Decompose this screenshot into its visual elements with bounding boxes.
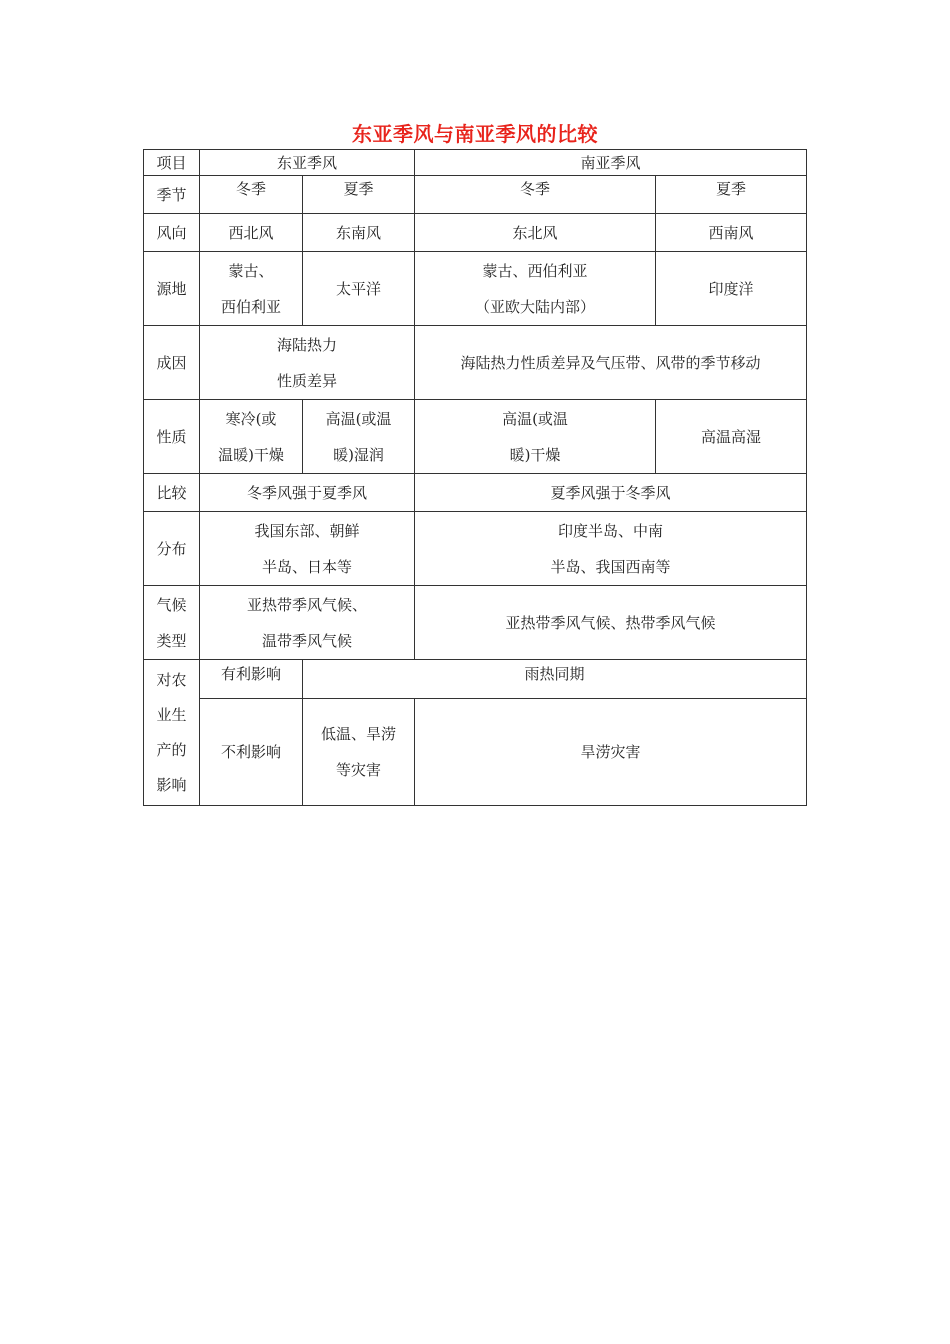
cell: 海陆热力性质差异及气压带、风带的季节移动: [415, 326, 807, 400]
cell: [415, 512, 807, 586]
cell-line: 海陆热力: [277, 335, 338, 354]
cell: 雨热同期: [303, 660, 807, 699]
cell: 夏季: [656, 176, 807, 214]
header-east-asia-monsoon: 东亚季风: [200, 150, 415, 176]
cell: 高温高湿: [656, 400, 807, 474]
cell-line: 温暖)干燥: [218, 445, 284, 464]
row-label-compare: 比较: [144, 474, 200, 512]
cell: 不利影响: [200, 699, 303, 806]
cell-line: 低温、旱涝: [321, 725, 397, 743]
table-row: [144, 150, 807, 176]
cell-line: 业生: [156, 705, 187, 724]
cell-line: 暖)干燥: [509, 445, 561, 464]
row-label-source: 源地: [144, 252, 200, 326]
cell: [200, 512, 415, 586]
table-row: [144, 176, 807, 214]
cell-line: 暖)湿润: [333, 445, 384, 464]
cell: [415, 252, 656, 326]
cell-line: 印度半岛、中南: [558, 521, 664, 540]
table-row: [144, 660, 807, 699]
table-row: [144, 699, 807, 806]
cell: 夏季风强于冬季风: [415, 474, 807, 512]
row-label-climate: [144, 586, 200, 660]
cell-line: 半岛、我国西南等: [550, 557, 671, 576]
cell-line: 蒙古、西伯利亚: [482, 261, 588, 280]
table-row: [144, 326, 807, 400]
cell-line: 亚热带季风气候、: [247, 595, 368, 614]
row-label-agriculture: [144, 660, 200, 806]
comparison-table: [143, 149, 807, 806]
cell-line: 温带季风气候: [262, 631, 353, 650]
cell: 太平洋: [303, 252, 415, 326]
table-row: [144, 400, 807, 474]
table-row: [144, 214, 807, 252]
cell: [303, 699, 415, 806]
header-item: 项目: [144, 150, 200, 176]
cell: 有利影响: [200, 660, 303, 699]
cell-line: 西伯利亚: [220, 297, 281, 316]
cell-line: 类型: [156, 631, 187, 650]
cell: 冬季风强于夏季风: [200, 474, 415, 512]
cell-line: （亚欧大陆内部）: [475, 297, 596, 316]
cell: [415, 400, 656, 474]
cell: [200, 586, 415, 660]
cell-line: 对农: [156, 670, 187, 689]
cell: 东北风: [415, 214, 656, 252]
row-label-wind: 风向: [144, 214, 200, 252]
cell: [200, 326, 415, 400]
page-title: 东亚季风与南亚季风的比较: [352, 122, 598, 146]
cell: 冬季: [415, 176, 656, 214]
table-row: [144, 252, 807, 326]
row-label-distribution: 分布: [144, 512, 200, 586]
table-row: [144, 586, 807, 660]
cell: 旱涝灾害: [415, 699, 807, 806]
table-row: [144, 474, 807, 512]
cell: 冬季: [200, 176, 303, 214]
cell: [200, 400, 303, 474]
cell: 夏季: [303, 176, 415, 214]
cell-line: 气候: [156, 595, 187, 614]
cell: [303, 400, 415, 474]
table-row: [144, 512, 807, 586]
cell: 东南风: [303, 214, 415, 252]
cell: 印度洋: [656, 252, 807, 326]
cell-line: 半岛、日本等: [262, 557, 353, 576]
cell-line: 我国东部、朝鲜: [254, 521, 360, 540]
cell-line: 高温(或温: [502, 409, 568, 428]
cell-line: 影响: [156, 775, 187, 794]
cell-line: 等灾害: [336, 761, 382, 779]
cell: 亚热带季风气候、热带季风气候: [415, 586, 807, 660]
header-south-asia-monsoon: 南亚季风: [415, 150, 807, 176]
cell-line: 寒冷(或: [225, 409, 277, 428]
cell-line: 蒙古、: [228, 261, 274, 280]
row-label-season: 季节: [144, 176, 200, 214]
row-label-cause: 成因: [144, 326, 200, 400]
cell: 西南风: [656, 214, 807, 252]
cell-line: 产的: [156, 740, 187, 759]
cell-line: 高温(或温: [325, 409, 392, 428]
cell: [200, 252, 303, 326]
row-label-nature: 性质: [144, 400, 200, 474]
cell: 西北风: [200, 214, 303, 252]
cell-line: 性质差异: [277, 371, 338, 390]
